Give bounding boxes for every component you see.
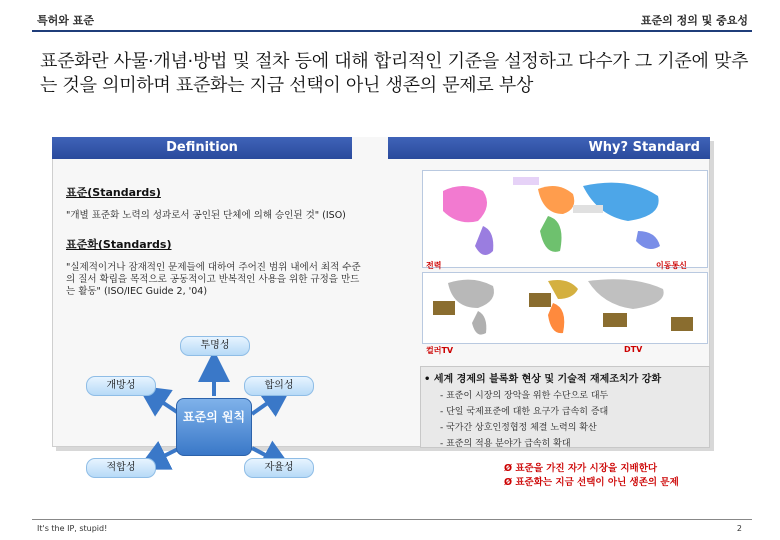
principle-relevance: 적합성 bbox=[86, 458, 156, 478]
world-map-top bbox=[422, 170, 708, 268]
world-map-top-icon bbox=[423, 171, 707, 267]
page-headline: 표준화란 사물·개념·방법 및 절차 등에 대해 합리적인 기준을 설정하고 다수가 그 기준에 맞추는 것을 의미하며 표준화는 지금 선택이 아닌 생존의 문제로 부상 bbox=[40, 51, 749, 96]
header-page-topic: 표준의 정의 및 중요성 bbox=[640, 14, 748, 27]
page-number: 2 bbox=[736, 524, 742, 533]
header-section-title: 특허와 표준 bbox=[37, 14, 94, 27]
map-label-mobile: 이동통신 bbox=[656, 261, 687, 270]
term-standards: 표준(Standards) bbox=[66, 186, 161, 199]
why-standard-header: Why? Standard bbox=[388, 137, 710, 159]
standardization-definition: "실제적이거나 잠재적인 문제들에 대하여 주어진 범위 내에서 최적 수준의 질서 확립을 목적으로 공동적이고 반복적인 사용을 위한 규정을 만드는 활동" (ISO/IEC Guide 2, '04) bbox=[66, 262, 361, 297]
principle-voluntariness: 자율성 bbox=[244, 458, 314, 478]
standards-definition: "개별 표준화 노력의 성과로서 공인된 단체에 의해 승인된 것" (ISO) bbox=[66, 210, 346, 221]
conclusion-item: Ø 표준을 가진 자가 시장을 지배한다 bbox=[504, 463, 658, 474]
footer-rule bbox=[32, 519, 752, 520]
issue-item: - 국가간 상호인정협정 체결 노력의 확산 bbox=[440, 423, 597, 433]
issue-item: - 표준의 적용 분야가 급속히 확대 bbox=[440, 439, 571, 449]
map-label-colortv: 컬러TV bbox=[426, 346, 454, 355]
map-label-power: 전력 bbox=[426, 261, 442, 270]
issues-title: • 세계 경제의 블록화 현상 및 기술적 재제조치가 강화 bbox=[424, 374, 662, 385]
principles-center: 표준의 원칙 bbox=[176, 398, 252, 456]
header-rule bbox=[32, 30, 752, 32]
principle-consensus: 합의성 bbox=[244, 376, 314, 396]
term-standardization: 표준화(Standards) bbox=[66, 238, 172, 251]
world-map-bottom-icon bbox=[423, 273, 707, 343]
world-map-bottom bbox=[422, 272, 708, 344]
principle-openness: 개방성 bbox=[86, 376, 156, 396]
footer-tagline: It's the IP, stupid! bbox=[37, 524, 108, 533]
map-label-dtv: DTV bbox=[624, 345, 643, 354]
definition-header: Definition bbox=[52, 137, 352, 159]
principle-transparency: 투명성 bbox=[180, 336, 250, 356]
header-gap bbox=[352, 137, 388, 159]
issue-item: - 표준이 시장의 장악을 위한 수단으로 대두 bbox=[440, 391, 609, 401]
conclusion-item: Ø 표준화는 지금 선택이 아닌 생존의 문제 bbox=[504, 477, 679, 488]
issue-item: - 단일 국제표준에 대한 요구가 급속히 증대 bbox=[440, 407, 609, 417]
